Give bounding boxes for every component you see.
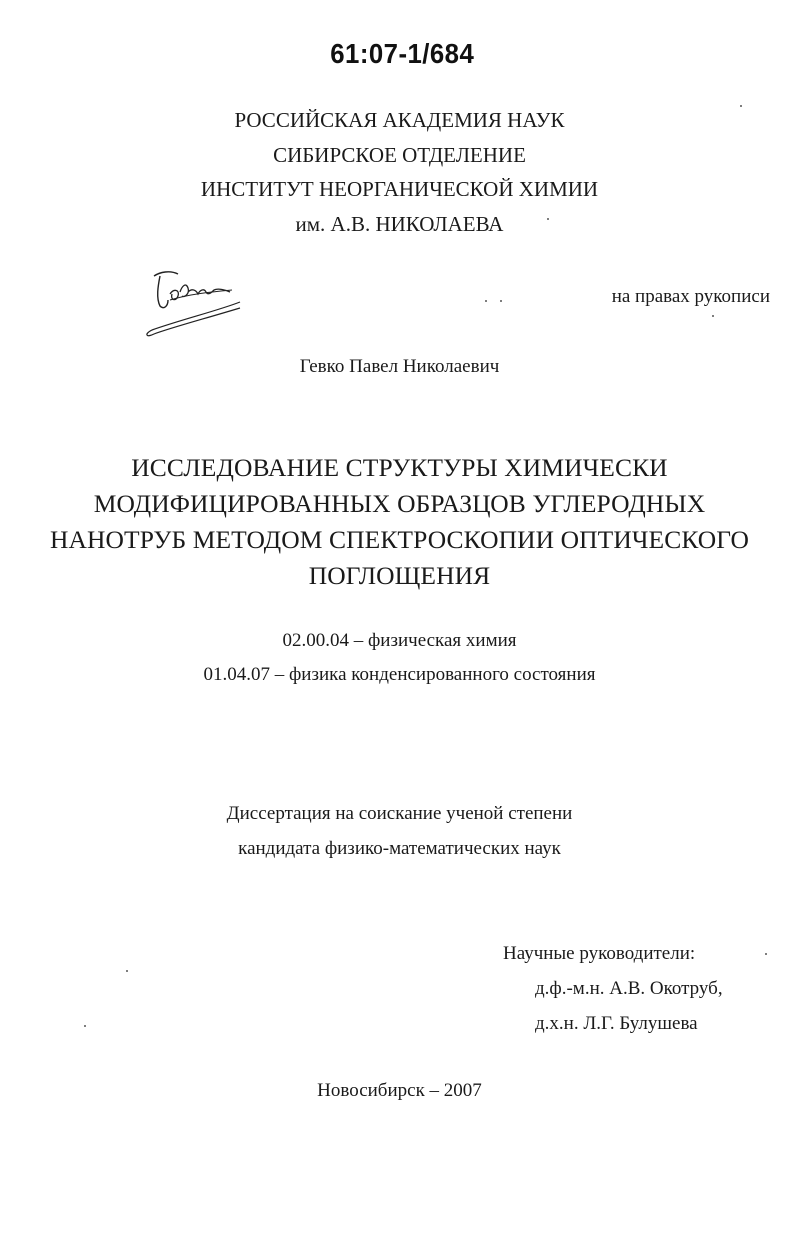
institution-line-4: им. А.В. НИКОЛАЕВА: [295, 212, 504, 236]
thesis-title: [0, 450, 799, 594]
signature-image: [140, 262, 260, 342]
institution-line-3: ИНСТИТУТ НЕОРГАНИЧЕСКОЙ ХИМИИ: [200, 177, 599, 201]
scan-speck: [547, 218, 549, 220]
advisor-1: д.ф.-м.н. А.В. Окотруб,: [535, 978, 723, 999]
advisor-2: д.х.н. Л.Г. Булушева: [535, 1013, 698, 1034]
catalog-stamp-text: 61:07-1/684: [330, 38, 475, 69]
advisors-heading: Научные руководители:: [503, 943, 696, 964]
scan-speck: [84, 1025, 86, 1027]
scan-speck: [126, 970, 128, 972]
degree-line-2: кандидата физико-математических наук: [238, 838, 561, 859]
specialty-2: 01.04.07 – физика конденсированного состояния: [203, 664, 596, 685]
catalog-stamp: [0, 38, 799, 70]
scan-speck: [500, 300, 502, 302]
degree-line-1: Диссертация на соискание ученой степени: [226, 803, 573, 824]
author-name: Гевко Павел Николаевич: [299, 356, 500, 377]
specialty-1: 02.00.04 – физическая химия: [282, 630, 517, 651]
institution-line-1: РОССИЙСКАЯ АКАДЕМИЯ НАУК: [234, 108, 565, 132]
thesis-title-line-3: НАНОТРУБ МЕТОДОМ СПЕКТРОСКОПИИ ОПТИЧЕСКОГО: [49, 525, 750, 554]
scan-speck: [740, 105, 742, 107]
manuscript-rights-note: на правах рукописи: [611, 286, 770, 307]
scan-speck: [765, 953, 767, 955]
city-year: Новосибирск – 2007: [317, 1080, 482, 1101]
thesis-title-line-1: ИССЛЕДОВАНИЕ СТРУКТУРЫ ХИМИЧЕСКИ: [131, 453, 668, 482]
thesis-title-line-4: ПОГЛОЩЕНИЯ: [308, 561, 491, 590]
institution-line-2: СИБИРСКОЕ ОТДЕЛЕНИЕ: [273, 143, 526, 167]
scan-speck: [712, 315, 714, 317]
scan-speck: [485, 300, 487, 302]
thesis-title-line-2: МОДИФИЦИРОВАННЫХ ОБРАЗЦОВ УГЛЕРОДНЫХ: [93, 489, 706, 518]
